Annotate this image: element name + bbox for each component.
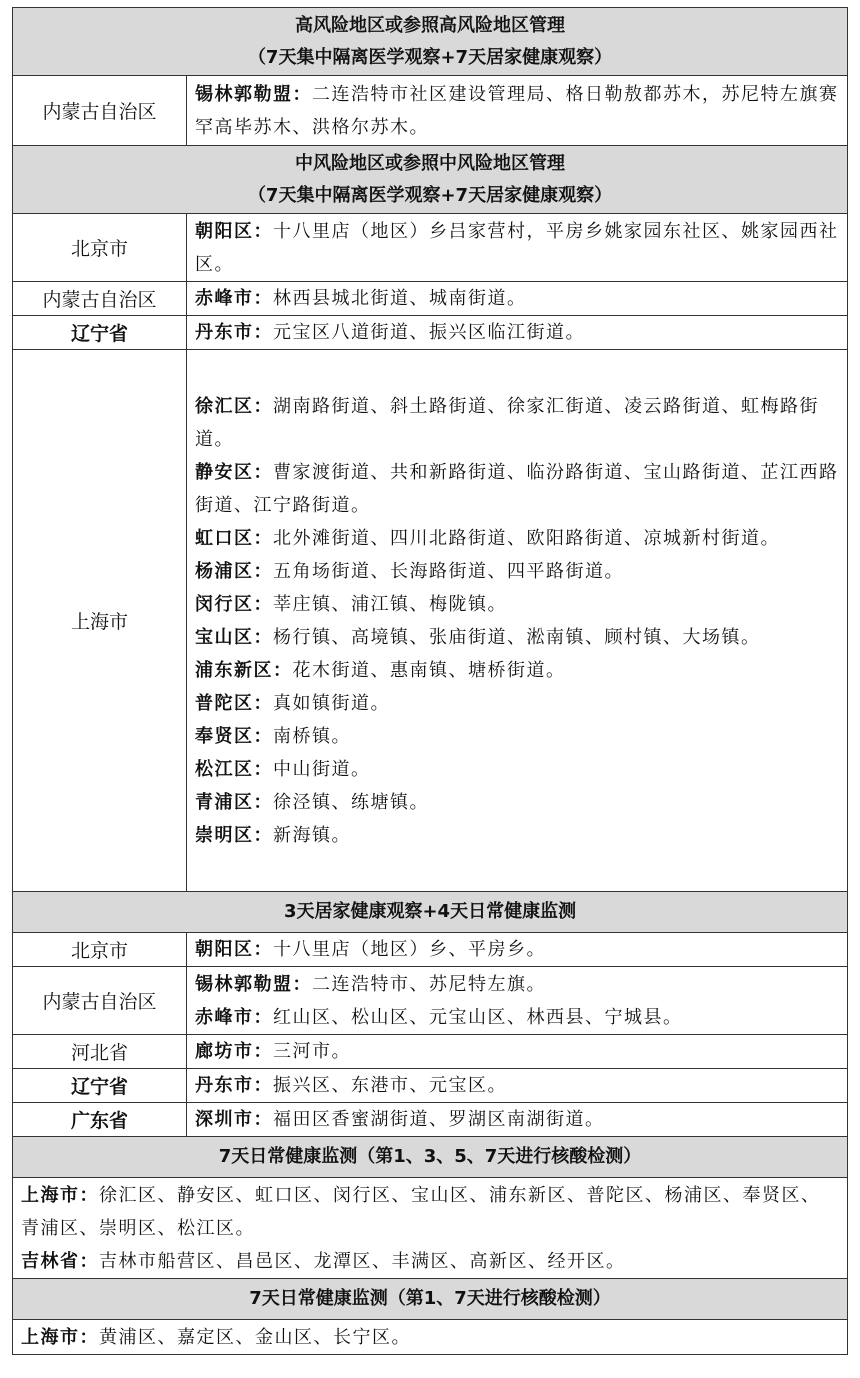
city-name: 丹东市： <box>195 322 273 343</box>
city-name: 奉贤区： <box>195 725 273 747</box>
area-entry <box>195 215 839 281</box>
monitoring-areas <box>13 1178 848 1279</box>
city-name: 赤峰市： <box>195 288 273 309</box>
area-entry <box>195 390 839 456</box>
section-title <box>13 1137 848 1178</box>
city-name: 上海市： <box>21 1326 99 1348</box>
area-entry <box>195 282 839 315</box>
city-name: 朝阳区： <box>195 939 273 960</box>
region-name: 河北省 <box>13 1035 187 1069</box>
area-list: 新海镇。 <box>273 824 351 846</box>
region-row <box>13 350 848 892</box>
region-areas <box>187 282 848 316</box>
city-name: 虹口区： <box>195 527 273 549</box>
region-areas <box>187 1035 848 1069</box>
section-header-row <box>13 8 848 76</box>
city-name: 普陀区： <box>195 692 273 714</box>
city-name: 赤峰市： <box>195 1006 273 1028</box>
city-name: 锡林郭勒盟： <box>195 973 312 995</box>
area-entry <box>195 687 839 720</box>
area-entry <box>195 588 839 621</box>
area-entry <box>195 1069 839 1102</box>
city-name: 松江区： <box>195 758 273 780</box>
city-name: 吉林省： <box>21 1250 99 1272</box>
monitoring-areas <box>13 1320 848 1355</box>
city-name: 浦东新区： <box>195 659 293 681</box>
area-entry <box>21 1321 839 1354</box>
city-name: 青浦区： <box>195 791 273 813</box>
region-name: 内蒙古自治区 <box>13 967 187 1035</box>
section-title-line: 高风险地区或参照高风险地区管理 <box>295 14 565 36</box>
area-list: 湖南路街道、斜土路街道、徐家汇街道、凌云路街道、虹梅路街道。 <box>195 395 819 450</box>
region-row <box>13 282 848 316</box>
region-name: 内蒙古自治区 <box>13 76 187 146</box>
region-areas <box>187 214 848 282</box>
section-title <box>13 146 848 214</box>
section-title-line: 中风险地区或参照中风险地区管理 <box>295 152 565 174</box>
region-areas <box>187 316 848 350</box>
city-name: 静安区： <box>195 461 273 483</box>
area-entry <box>195 1001 839 1034</box>
region-row <box>13 76 848 146</box>
area-entry <box>195 720 839 753</box>
city-name: 廊坊市： <box>195 1041 273 1062</box>
area-list: 吉林市船营区、昌邑区、龙潭区、丰满区、高新区、经开区。 <box>99 1250 626 1272</box>
area-entry <box>195 1103 839 1136</box>
city-name: 朝阳区： <box>195 220 273 242</box>
city-name: 崇明区： <box>195 824 273 846</box>
region-row <box>13 1035 848 1069</box>
risk-area-table <box>12 7 848 1355</box>
region-row <box>13 214 848 282</box>
section-title <box>13 1279 848 1320</box>
region-row <box>13 1069 848 1103</box>
region-name: 上海市 <box>13 350 187 892</box>
section-title-line: 3天居家健康观察+4天日常健康监测 <box>283 901 577 922</box>
area-entry <box>195 968 839 1001</box>
area-list: 黄浦区、嘉定区、金山区、长宁区。 <box>99 1326 411 1348</box>
area-list: 林西县城北街道、城南街道。 <box>273 288 527 309</box>
area-entry <box>195 819 839 852</box>
city-name: 丹东市： <box>195 1075 273 1096</box>
region-row <box>13 967 848 1035</box>
area-entry <box>195 78 839 144</box>
risk-area-table-body <box>13 8 848 1355</box>
area-list: 中山街道。 <box>273 758 371 780</box>
area-entry <box>195 316 839 349</box>
area-list: 元宝区八道街道、振兴区临江街道。 <box>273 322 585 343</box>
region-row <box>13 1103 848 1137</box>
area-entry <box>195 621 839 654</box>
city-name: 宝山区： <box>195 626 273 648</box>
city-name: 闵行区： <box>195 593 273 615</box>
section-title-line: 7天日常健康监测（第1、7天进行核酸检测） <box>249 1288 611 1309</box>
city-name: 上海市： <box>21 1184 99 1206</box>
area-list: 北外滩街道、四川北路街道、欧阳路街道、凉城新村街道。 <box>273 527 780 549</box>
area-list: 花木街道、惠南镇、塘桥街道。 <box>292 659 566 681</box>
region-areas <box>187 76 848 146</box>
area-list: 莘庄镇、浦江镇、梅陇镇。 <box>273 593 507 615</box>
city-name: 杨浦区： <box>195 560 273 582</box>
region-name: 辽宁省 <box>13 1069 187 1103</box>
area-list: 振兴区、东港市、元宝区。 <box>273 1075 507 1096</box>
region-name: 北京市 <box>13 214 187 282</box>
area-list: 福田区香蜜湖街道、罗湖区南湖街道。 <box>273 1109 605 1130</box>
city-name: 锡林郭勒盟： <box>195 83 312 105</box>
area-list: 十八里店（地区）乡、平房乡。 <box>273 939 546 960</box>
area-list: 红山区、松山区、元宝山区、林西县、宁城县。 <box>273 1006 683 1028</box>
area-list: 杨行镇、高境镇、张庙街道、淞南镇、顾村镇、大场镇。 <box>273 626 761 648</box>
area-entry <box>195 456 839 522</box>
region-areas <box>187 350 848 892</box>
region-areas <box>187 967 848 1035</box>
region-row <box>13 316 848 350</box>
area-list: 二连浩特市社区建设管理局、格日勒敖都苏木，苏尼特左旗赛罕高毕苏木、洪格尔苏木。 <box>195 83 839 138</box>
area-entry <box>195 753 839 786</box>
area-entry <box>195 654 839 687</box>
region-name: 广东省 <box>13 1103 187 1137</box>
section-header-row <box>13 892 848 933</box>
section-header-row <box>13 146 848 214</box>
region-name: 辽宁省 <box>13 316 187 350</box>
area-list: 十八里店（地区）乡吕家营村，平房乡姚家园东社区、姚家园西社区。 <box>195 220 839 275</box>
area-list: 徐泾镇、练塘镇。 <box>273 791 429 813</box>
area-list: 曹家渡街道、共和新路街道、临汾路街道、宝山路街道、芷江西路街道、江宁路街道。 <box>195 461 839 516</box>
section-title-line: （7天集中隔离医学观察+7天居家健康观察） <box>247 184 613 206</box>
city-name: 深圳市： <box>195 1109 273 1130</box>
section-header-row <box>13 1137 848 1178</box>
region-areas <box>187 1103 848 1137</box>
section-header-row <box>13 1279 848 1320</box>
monitoring-row <box>13 1178 848 1279</box>
section-title <box>13 892 848 933</box>
city-name: 徐汇区： <box>195 395 273 417</box>
region-name: 内蒙古自治区 <box>13 282 187 316</box>
area-entry <box>195 1035 839 1068</box>
area-entry <box>21 1245 839 1278</box>
area-list: 三河市。 <box>273 1041 351 1062</box>
region-areas <box>187 1069 848 1103</box>
area-entry <box>195 555 839 588</box>
area-list: 二连浩特市、苏尼特左旗。 <box>312 973 546 995</box>
section-title <box>13 8 848 76</box>
region-areas <box>187 933 848 967</box>
area-entry <box>195 933 839 966</box>
area-entry <box>195 522 839 555</box>
monitoring-row <box>13 1320 848 1355</box>
region-name: 北京市 <box>13 933 187 967</box>
area-list: 真如镇街道。 <box>273 692 390 714</box>
section-title-line: 7天日常健康监测（第1、3、5、7天进行核酸检测） <box>218 1146 642 1167</box>
region-row <box>13 933 848 967</box>
area-list: 五角场街道、长海路街道、四平路街道。 <box>273 560 624 582</box>
area-entry <box>195 786 839 819</box>
section-title-line: （7天集中隔离医学观察+7天居家健康观察） <box>247 46 613 68</box>
area-entry <box>21 1179 839 1245</box>
area-list: 南桥镇。 <box>273 725 351 747</box>
area-list: 徐汇区、静安区、虹口区、闵行区、宝山区、浦东新区、普陀区、杨浦区、奉贤区、青浦区、崇明区、松江区。 <box>21 1184 821 1239</box>
